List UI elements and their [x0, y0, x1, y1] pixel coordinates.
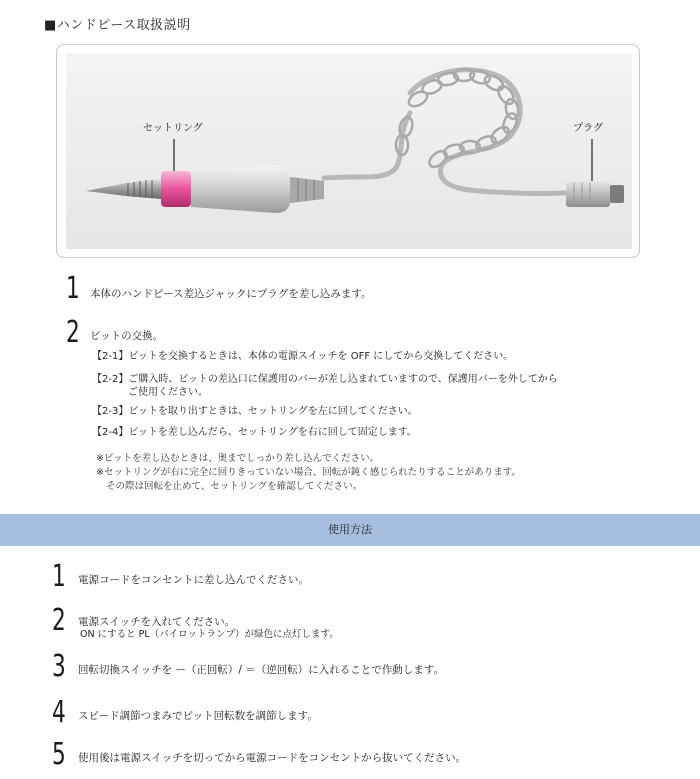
step-text: スピード調節つまみでビット回転数を調節します。	[78, 710, 318, 722]
handpiece-tail	[290, 177, 324, 203]
sub-item: 【2-3】ビットを取り出すときは、セットリングを左に回してください。	[92, 406, 418, 417]
handpiece-tip	[86, 179, 161, 199]
note: ※ビットを差し込むときは、奥までしっかり差し込んでください。	[96, 453, 380, 464]
section-heading: ■ハンドピース取扱説明	[44, 18, 191, 33]
step-text: 使用後は電源スイッチを切ってから電源コードをコンセントから抜いてください。	[78, 752, 467, 764]
step-number: 2	[66, 315, 80, 350]
usage-section-band: 使用方法	[0, 514, 700, 546]
step-text: 電源スイッチを入れてください。	[78, 616, 236, 628]
sub-item: 【2-1】ビットを交換するときは、本体の電源スイッチを OFF にしてから交換してください。	[92, 351, 514, 362]
sub-item: 【2-2】ご購入時、ビットの差込口に保護用のバーが差し込まれていますので、保護用バーを外してから	[92, 374, 558, 385]
step-number: 2	[52, 603, 66, 638]
step-text: 本体のハンドピース差込ジャックにプラグを差し込みます。	[90, 288, 372, 300]
step-number: 5	[52, 737, 66, 772]
product-photo-frame	[56, 44, 640, 258]
step-number: 1	[52, 559, 66, 594]
coil-rings	[396, 69, 520, 170]
step-subtext: ON にすると PL（パイロットランプ）が緑色に点灯します。	[80, 629, 339, 640]
plug	[566, 181, 610, 207]
coiled-cord	[324, 70, 596, 194]
set-ring	[161, 171, 191, 207]
note: ※セットリングが右に完全に回りきっていない場合、回転が鈍く感じられたりすることがあります。	[96, 467, 522, 478]
step-number: 1	[66, 271, 80, 306]
plug-label: プラグ	[573, 123, 603, 134]
note: その際は回転を止めて、セットリングを確認してください。	[106, 481, 363, 492]
step-number: 4	[52, 695, 66, 730]
handpiece-illustration	[66, 53, 632, 249]
sub-item-continued: ご使用ください。	[128, 387, 208, 398]
sub-item: 【2-4】ビットを差し込んだら、セットリングを右に回して固定します。	[92, 427, 417, 438]
handpiece-photo	[66, 53, 632, 249]
step-text: 電源コードをコンセントに差し込んでください。	[78, 574, 309, 586]
step-text: 回転切換スイッチを ー（正回転）/ ＝（逆回転）に入れることで作動します。	[78, 664, 444, 676]
set-ring-label: セットリング	[143, 123, 203, 134]
step-number: 3	[52, 649, 66, 684]
step-text: ビットの交換。	[90, 330, 164, 342]
handpiece-body	[191, 165, 290, 213]
